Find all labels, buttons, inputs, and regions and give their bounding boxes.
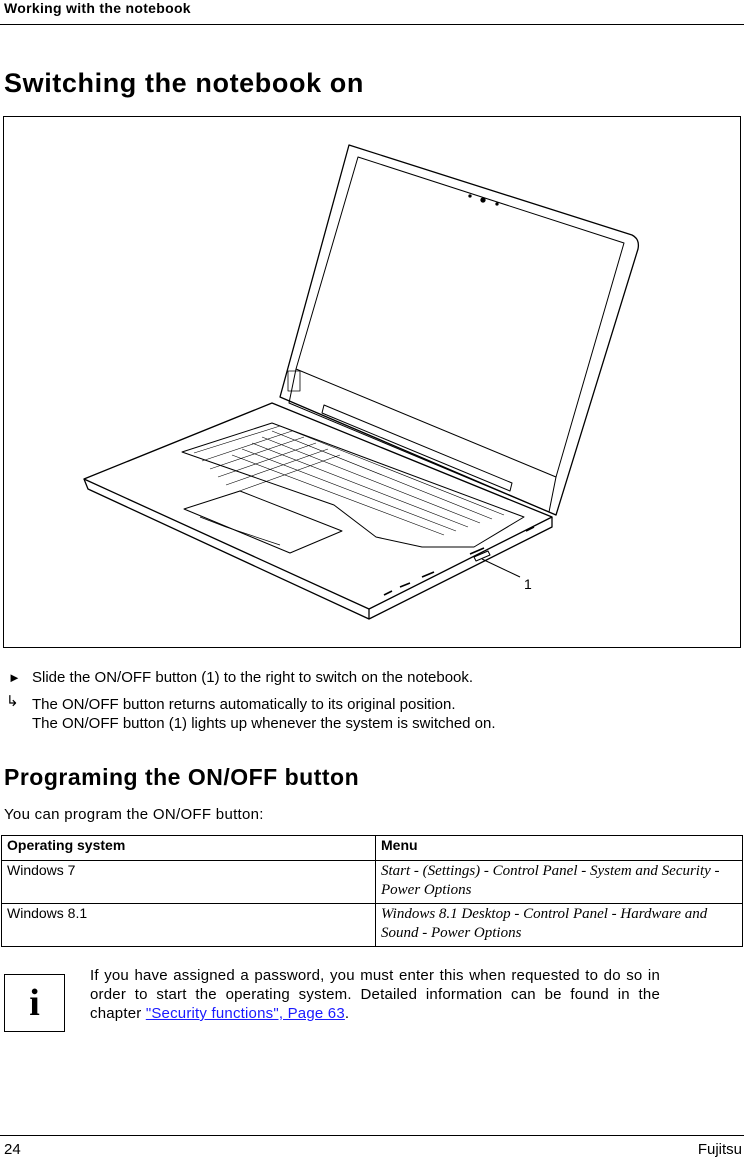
security-functions-link[interactable]: "Security functions", Page 63 [145,1005,345,1022]
result-text-line-1: The ON/OFF button returns automatically to its original position. [32,696,456,713]
info-note-text: If you have assigned a password, you must enter this when requested to do so in order to start the operating system. Detailed information can be found in the chapter [90,967,660,1022]
result-arrow-icon: ↳ [6,693,19,710]
header-rule [0,24,744,25]
footer-brand: Fujitsu [697,1141,742,1158]
keyboard-keys [194,426,504,535]
info-note [90,966,660,1023]
table-row [2,904,743,947]
action-step-text: Slide the ON/OFF button (1) to the right to switch on the notebook. [32,669,474,686]
table-cell-menu: Windows 8.1 Desktop - Control Panel - Hardware and Sound - Power Options [376,904,743,947]
action-marker-icon: ► [8,670,21,685]
hinge-bar [322,405,512,491]
info-note-end: . [344,1005,350,1022]
notebook-illustration [4,117,740,647]
table-header-os: Operating system [2,836,376,861]
callout-label: 1 [524,576,532,592]
os-menu-table [1,835,743,947]
callout-leader-line [482,559,520,577]
notebook-illustration-frame [3,116,741,648]
table-cell-os: Windows 8.1 [2,904,376,947]
page-number: 24 [4,1141,21,1158]
camera-icon [481,198,485,202]
intro-text: You can program the ON/OFF button: [4,806,264,823]
table-row [2,861,743,904]
running-header: Working with the notebook [4,0,191,16]
table-cell-os: Windows 7 [2,861,376,904]
section-title-programming: Programing the ON/OFF button [4,764,360,790]
table-cell-menu: Start - (Settings) - Control Panel - System and Security - Power Options [376,861,743,904]
result-text-line-2: The ON/OFF button (1) lights up whenever the system is switched on. [32,715,496,732]
table-header-menu: Menu [376,836,743,861]
display-bezel-bottom [289,369,556,512]
display-lid [280,145,638,515]
display-screen [296,157,624,477]
table-header-row [2,836,743,861]
footer-rule [0,1135,744,1136]
info-icon: i [4,974,65,1032]
section-title-switching-on: Switching the notebook on [4,68,364,98]
